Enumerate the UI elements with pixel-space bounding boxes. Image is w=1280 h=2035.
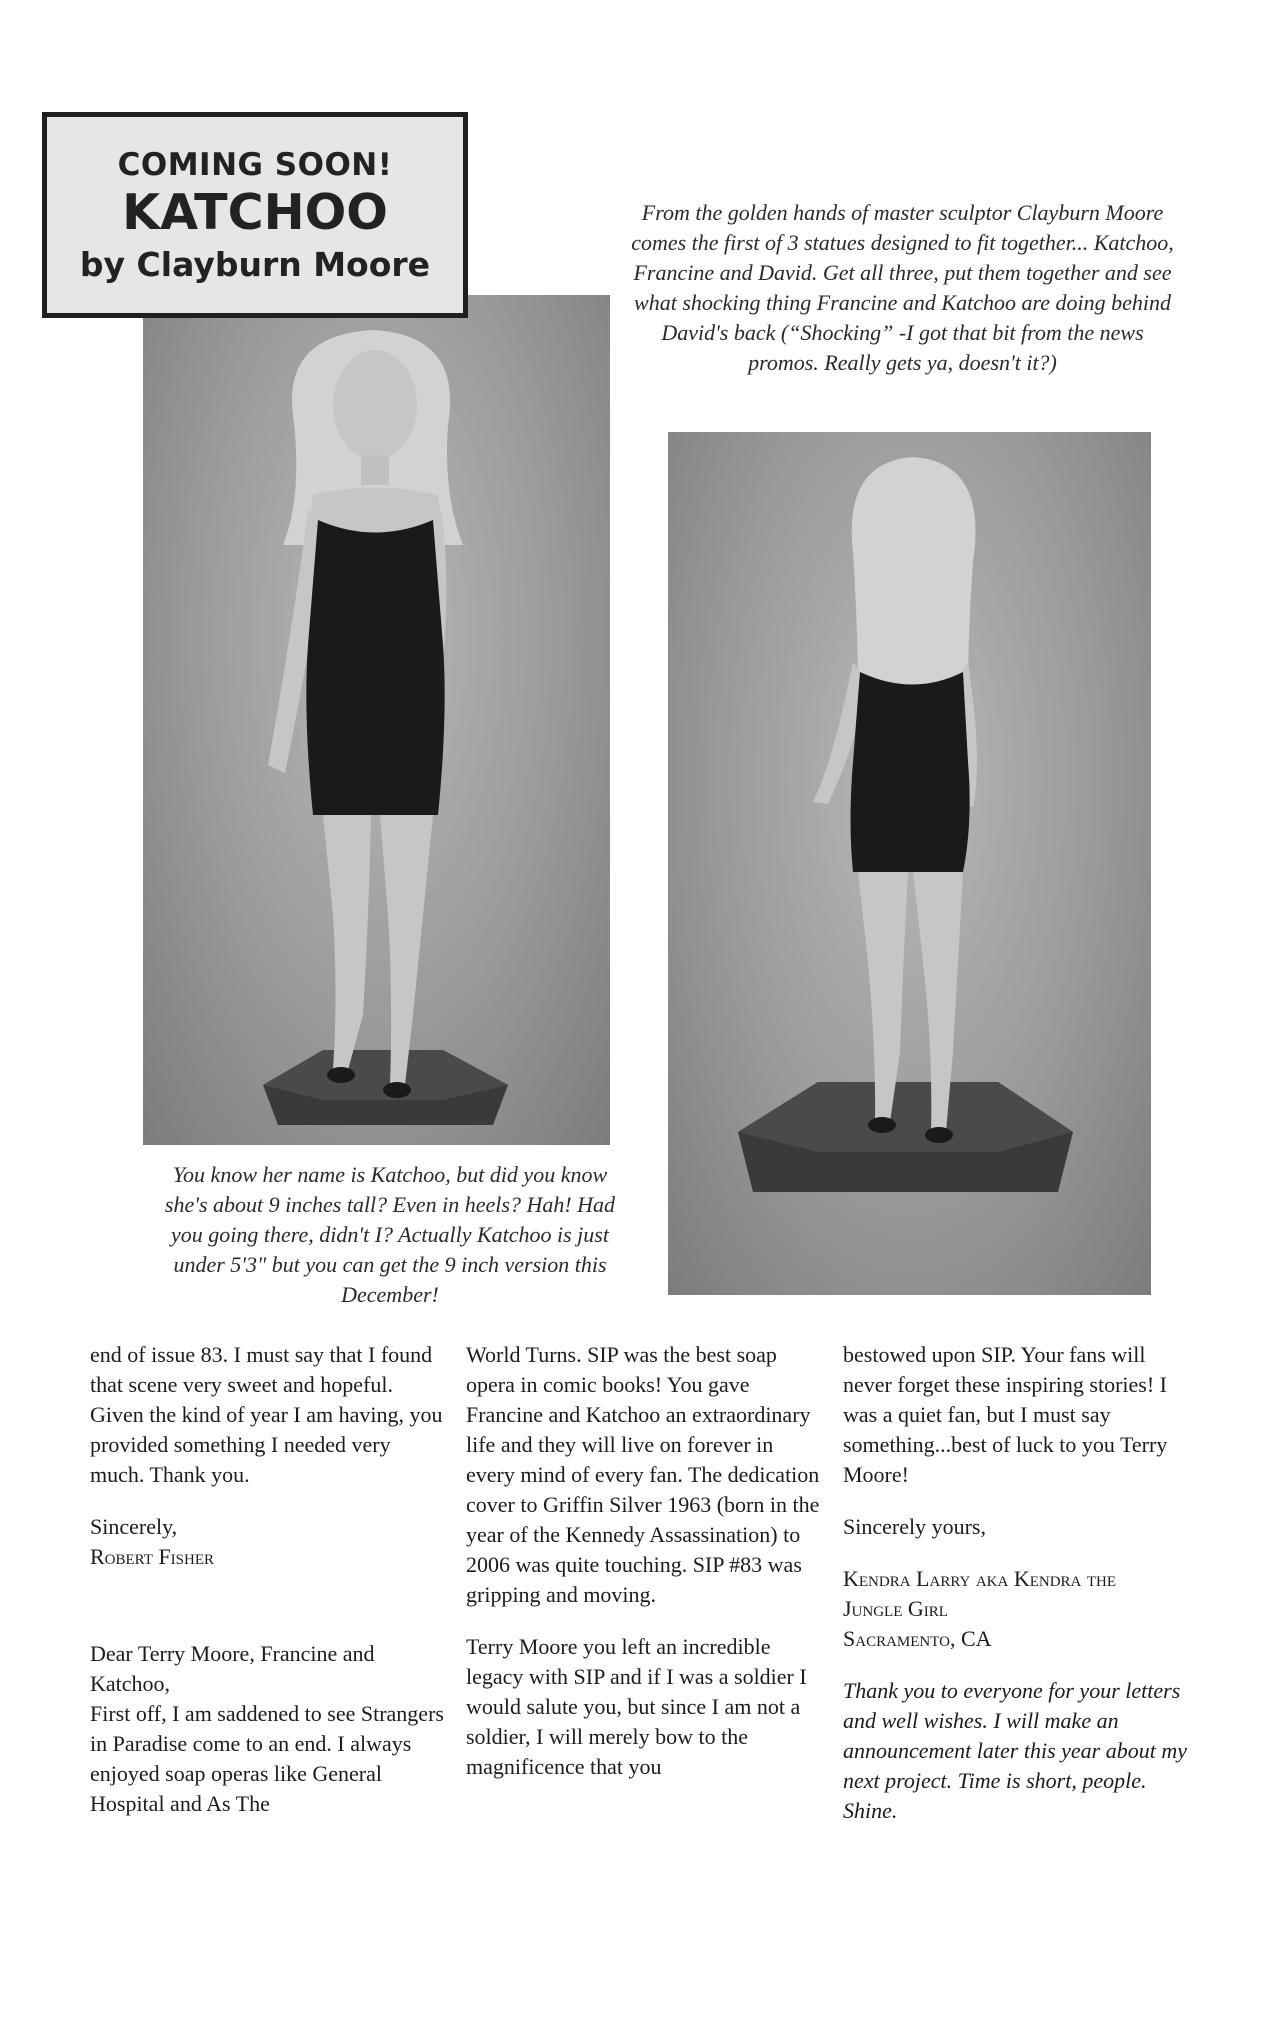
letter-signature: Robert Fisher <box>90 1544 215 1569</box>
statue-front-photo <box>143 295 610 1145</box>
letter-closing: Sincerely, <box>90 1514 178 1539</box>
signature-title: Jungle Girl <box>843 1596 948 1621</box>
katchoo-title: KATCHOO <box>122 184 388 241</box>
letter-paragraph: bestowed upon SIP. Your fans will never forget these inspiring stories! I was a quiet fan, but I must say something...best of luck to you Terry Moore! <box>843 1342 1168 1487</box>
letter-paragraph: World Turns. SIP was the best soap opera in comic books! You gave Francine and Katchoo an extraordinary life and they will live on forever in every mind of every fan. The dedication cover to Griffin Silver 1963 (born in the year of the Kennedy Assassination) to 2006 was quite touching. SIP #83 was gripping and moving. <box>466 1342 820 1607</box>
coming-soon-box <box>42 112 468 318</box>
letter-paragraph: end of issue 83. I must say that I found that scene very sweet and hopeful. Given the kind of year I am having, you provided something I needed very much. Thank you. <box>90 1342 443 1487</box>
signature-name: Kendra Larry aka Kendra the <box>843 1566 1117 1591</box>
sculptor-byline: by Clayburn Moore <box>79 245 431 284</box>
letters-column-2 <box>466 1340 821 1782</box>
statue-height-caption: You know her name is Katchoo, but did you know she's about 9 inches tall? Even in heels? Hah! Had you going there, didn't I? Actually Katchoo is just under 5'3" but you can get the 9 inch version this December! <box>150 1160 630 1310</box>
letter-paragraph: First off, I am saddened to see Strangers in Paradise come to an end. I always enjoyed soap operas like General Hospital and As The <box>90 1701 444 1816</box>
letters-column-1 <box>90 1340 450 1819</box>
statue-back-figure <box>668 432 1151 1295</box>
letters-column-3 <box>843 1340 1198 1826</box>
letter-closing: Sincerely yours, <box>843 1514 986 1539</box>
statue-back-photo <box>668 432 1151 1295</box>
letter-greeting: Dear Terry Moore, Francine and Katchoo, <box>90 1641 375 1696</box>
editor-reply: Thank you to everyone for your letters and well wishes. I will make an announcement later this year about my next project. Time is short, people. Shine. <box>843 1678 1187 1823</box>
coming-soon-label: COMING SOON! <box>117 147 393 183</box>
signature-location: Sacramento, CA <box>843 1626 992 1651</box>
statue-front-figure <box>143 295 610 1145</box>
letter-paragraph: Terry Moore you left an incredible legacy with SIP and if I was a soldier I would salute you, but since I am not a soldier, I will merely bow to the magnificence that you <box>466 1634 807 1779</box>
statue-intro-caption: From the golden hands of master sculptor Clayburn Moore comes the first of 3 statues designed to fit together... Katchoo, Francine and David. Get all three, put them together and see what shocking thing Francine and Katchoo are doing behind David's back (“Shocking” -I got that bit from the news promos. Really gets ya, doesn't it?) <box>631 200 1174 375</box>
